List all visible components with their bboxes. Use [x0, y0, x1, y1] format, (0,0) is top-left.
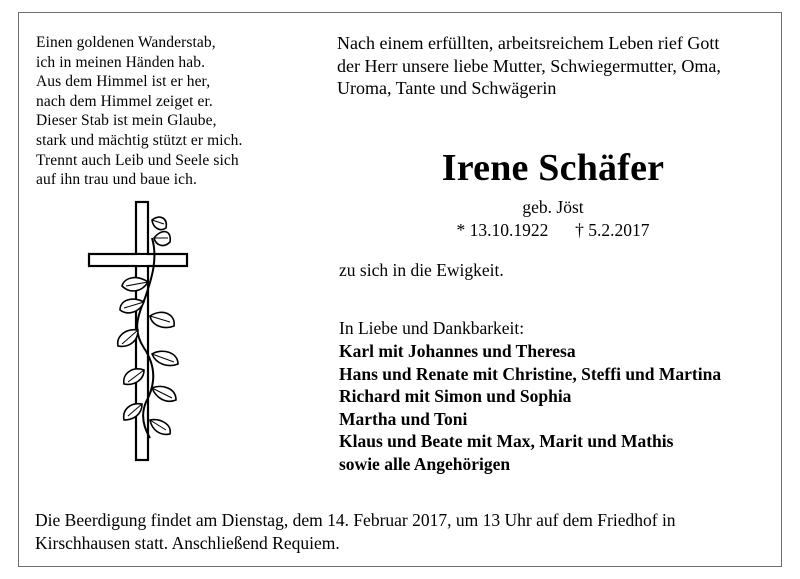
mourner-line: Martha und Toni: [339, 408, 468, 429]
poem-line: Dieser Stab ist mein Glaube,: [36, 112, 217, 130]
mourner-line: Karl mit Johannes und Theresa: [339, 341, 576, 361]
mourners-heading: In Liebe und Dankbarkeit:: [339, 318, 525, 338]
maiden-name: geb. Jöst: [522, 197, 584, 217]
poem: [36, 33, 242, 190]
poem-line: stark und mächtig stützt er mich.: [36, 131, 243, 149]
intro-line: Nach einem erfüllten, arbeitsreichem Leben rief Gott: [337, 33, 720, 53]
mourner-line: Richard mit Simon und Sophia: [339, 386, 572, 407]
mourners-list: [339, 340, 721, 476]
mourner-line: Hans und Renate mit Christine, Steffi und Martina: [339, 363, 722, 384]
eternity-text: zu sich in die Ewigkeit.: [339, 260, 504, 280]
death-date: 5.2.2017: [588, 220, 650, 240]
poem-line: ich in meinen Händen hab.: [36, 53, 206, 71]
cross-with-vine-icon: [82, 198, 192, 468]
mourner-line: Klaus und Beate mit Max, Marit und Mathis: [339, 431, 674, 452]
poem-line: Einen goldenen Wanderstab,: [36, 34, 216, 51]
poem-line: nach dem Himmel zeiget er.: [36, 92, 213, 110]
funeral-info: [35, 509, 676, 555]
funeral-line: Kirschhausen statt. Anschließend Requiem.: [35, 533, 340, 554]
funeral-line: Die Beerdigung findet am Dienstag, dem 14. Februar 2017, um 13 Uhr auf dem Friedhof in: [35, 510, 676, 530]
death-symbol: †: [575, 220, 584, 240]
intro-line: der Herr unsere liebe Mutter, Schwiegermutter, Oma,: [337, 55, 721, 76]
mourner-line: sowie alle Angehörigen: [339, 453, 511, 474]
intro-line: Uroma, Tante und Schwägerin: [337, 78, 557, 99]
intro-text: [337, 32, 721, 100]
poem-line: auf ihn trau und baue ich.: [36, 171, 197, 189]
life-dates: [318, 219, 788, 241]
birth-symbol: *: [456, 220, 466, 240]
birth-date: 13.10.1922: [469, 220, 549, 240]
deceased-name: Irene Schäfer: [441, 147, 665, 189]
poem-line: Trennt auch Leib und Seele sich: [36, 151, 239, 169]
poem-line: Aus dem Himmel ist er her,: [36, 73, 211, 91]
